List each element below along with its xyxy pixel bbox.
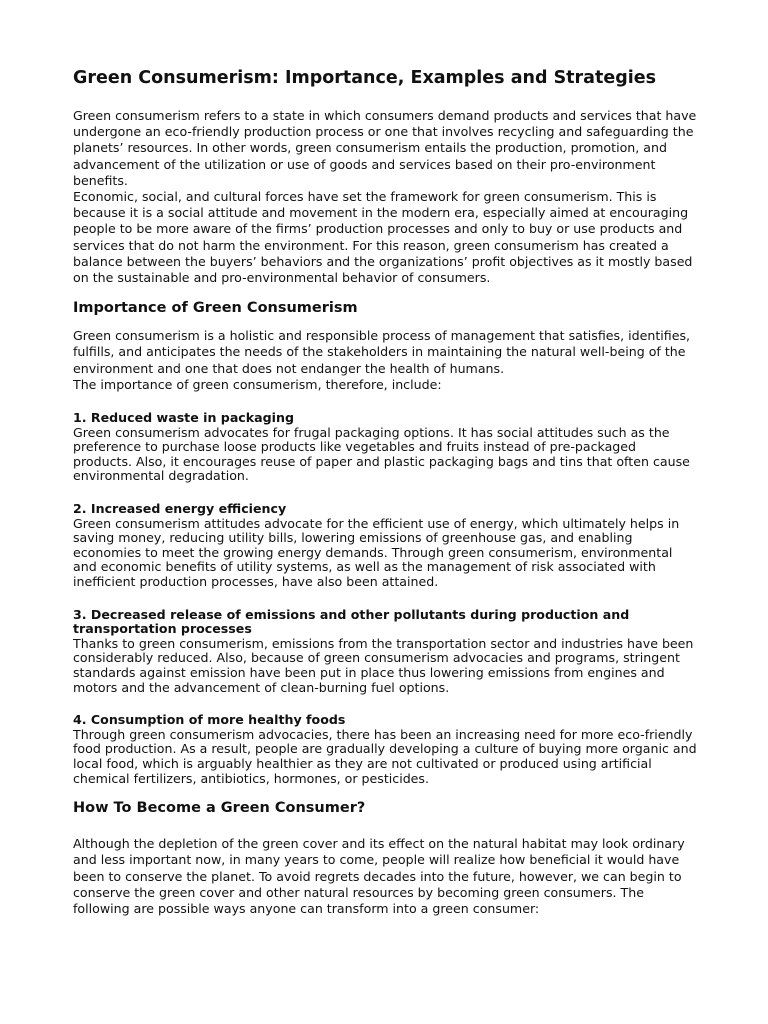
howto-heading: How To Become a Green Consumer? <box>73 800 366 817</box>
importance-paragraph: Green consumerism is a holistic and responsible process of management that satisfies, identifies, fulfills, and anticipates the needs of the stakeholders in maintaining the natural well-being of the environment and one that does not endanger the health of humans. <box>73 328 691 376</box>
importance-item <box>73 411 698 484</box>
item-text: Thanks to green consumerism, emissions from the transportation sector and industries have been considerably reduced. Also, because of green consumerism advocacies and programs, stringent standards against emission have been put in place thus lowering emissions from engines and motors and the advancement of clean-burning fuel options. <box>73 635 694 695</box>
document-title: Green Consumerism: Importance, Examples and Strategies <box>73 68 657 88</box>
howto-section <box>73 798 698 917</box>
howto-paragraph: Although the depletion of the green cover and its effect on the natural habitat may look ordinary and less important now, in many years to come, people will realize how beneficial it would have been to conserve the planet. To avoid regrets decades into the future, however, we can begin to conserve the green cover and other natural resources by becoming green consumers. The following are possible ways anyone can transform into a green consumer: <box>73 836 685 916</box>
intro-paragraph: Green consumerism refers to a state in which consumers demand products and services that have undergone an eco-friendly production process or one that involves recycling and safeguarding the planets’ resources. In other words, green consumerism entails the production, promotion, and advancement of the utilization or use of goods and services based on their pro-environment benefits. <box>73 108 697 188</box>
importance-item <box>73 502 698 590</box>
importance-section <box>73 298 698 786</box>
importance-heading: Importance of Green Consumerism <box>73 300 358 317</box>
item-title: 1. Reduced waste in packaging <box>73 410 294 426</box>
importance-item <box>73 713 698 786</box>
importance-item <box>73 608 698 696</box>
item-title: 4. Consumption of more healthy foods <box>73 712 346 728</box>
item-title: 3. Decreased release of emissions and other pollutants during production and transportation processes <box>73 606 630 637</box>
intro-section <box>73 108 698 286</box>
intro-paragraph: Economic, social, and cultural forces have set the framework for green consumerism. This is because it is a social attitude and movement in the modern era, especially aimed at encouraging people to be more aware of the firms’ production processes and only to buy or use products and services that do not harm the environment. For this reason, green consumerism has created a balance between the buyers’ behaviors and the organizations’ profit objectives as it mostly based on the sustainable and pro-environmental behavior of consumers. <box>73 189 693 286</box>
item-text: Green consumerism attitudes advocate for the efficient use of energy, which ultimately helps in saving money, reducing utility bills, lowering emissions of greenhouse gas, and enabling economies to meet the growing energy demands. Through green consumerism, environmental and economic benefits of utility systems, as well as the management of risk associated with inefficient production processes, have also been attained. <box>73 515 680 589</box>
importance-paragraph: The importance of green consumerism, therefore, include: <box>73 376 442 392</box>
item-text: Green consumerism advocates for frugal packaging options. It has social attitudes such as the preference to purchase loose products like vegetables and fruits instead of pre-packaged products. Also, it encourages reuse of paper and plastic packaging bags and tins that often cause environmental degradation. <box>73 424 690 484</box>
item-text: Through green consumerism advocacies, there has been an increasing need for more eco-friendly food production. As a result, people are gradually developing a culture of buying more organic and local food, which is arguably healthier as they are not cultivated or produced using artificial chemical fertilizers, antibiotics, hormones, or pesticides. <box>73 726 697 786</box>
document-page <box>73 66 698 917</box>
item-title: 2. Increased energy efficiency <box>73 501 287 517</box>
